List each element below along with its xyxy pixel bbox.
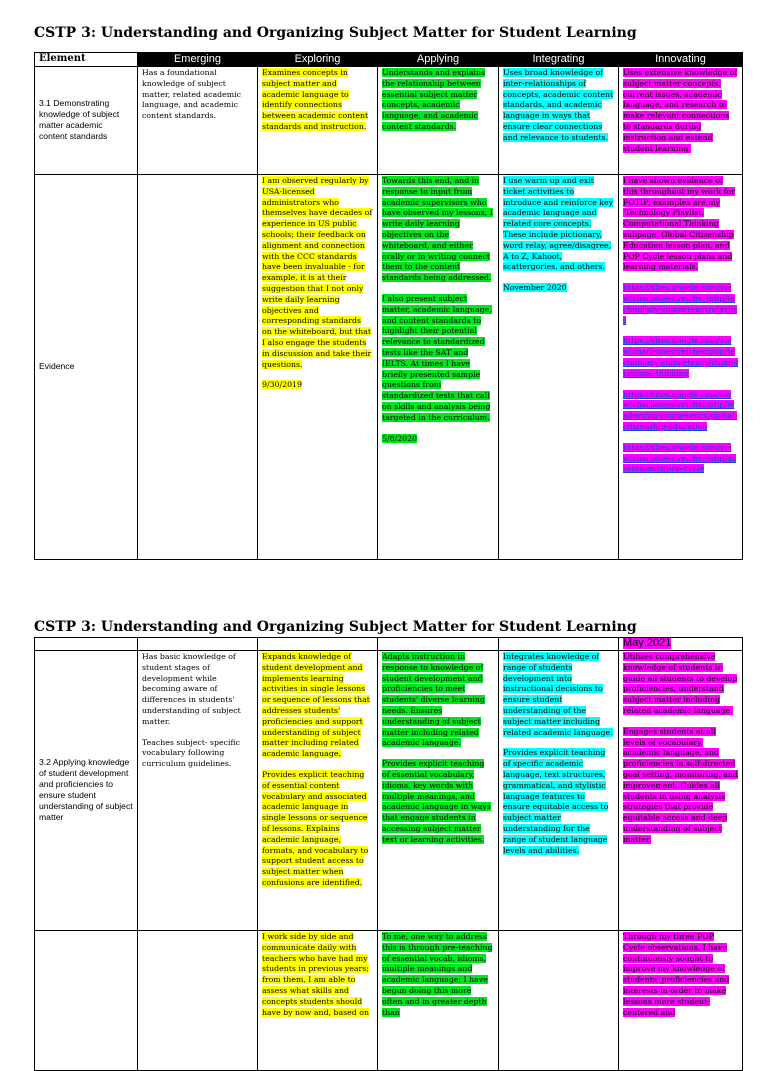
evidence-applying-2-text: To me, one way to address this is through pre-teaching of essential vocab, idioms, multiple meanings and academic language; I have begun doing this more often and in greater depth than <box>382 932 493 1017</box>
descriptor-exploring-2-text-2: Provides explicit teaching of essential content vocabulary and associated academic language in single lessons or sequence of lessons. Explains academic language, formats, and vocabulary to support student access to subject matter when confusions are identified. <box>262 769 369 887</box>
header-blank-applying <box>378 638 499 651</box>
evidence-applying-text-2: I also present subject matter, academic language, and content standards to highlight their potential relevance to standardized tests like the SAT and IELTS. At times I have briefly presented sample questions from standardized tests that call on skills and analysis being targeted in the curriculum. <box>382 293 492 422</box>
descriptor-exploring <box>258 67 378 175</box>
descriptor-innovating-2-text-1: Utilizes comprehensive knowledge of students to guide all students to develop proficiencies, understand subject matter including related academic language. <box>623 652 738 715</box>
descriptor-applying-2-text-1: Adapts instruction in response to knowledge of student development and proficiencies to meet students' diverse learning needs. Ensures understanding of subject matter including related academic language. <box>382 652 485 748</box>
descriptor-innovating-2 <box>619 651 743 931</box>
descriptor-emerging-2-text-1: Has basic knowledge of student stages of development while becoming aware of differences in students' understanding of subject matter. <box>142 652 241 726</box>
header-innovating: Innovating <box>619 53 743 67</box>
evidence-innovating-2-text: Through my three POP Cycle observations, I have continuously sought to improve my knowledge of students' proficiencies and interests in order to make lessons more student-centered and <box>623 932 730 1017</box>
descriptor-innovating-text: Uses extensive knowledge of subject matter concepts, current issues, academic language, and research to make relevant connections to standards during instruction and extend student learning. <box>623 68 738 153</box>
evidence-applying <box>378 175 499 560</box>
descriptor-integrating <box>499 67 619 175</box>
header-emerging: Emerging <box>138 53 258 67</box>
evidence-exploring-date: 9/30/2019 <box>262 380 302 390</box>
descriptor-applying-2-text-2: Provides explicit teaching of essential vocabulary, idioms, key words with multiple meanings, and academic language in ways that engage students in accessing subject matter text or learning activities. <box>382 759 491 844</box>
descriptor-emerging-2-text-2: Teaches subject- specific vocabulary following curriculum guidelines. <box>142 737 241 769</box>
descriptor-integrating-text: Uses broad knowledge of inter-relationships of concepts, academic content standards, and academic language in ways that ensure clear connections and relevance to students. <box>503 68 614 142</box>
portfolio-link-pop-cycle[interactable]: https://sites.google.com/view/charlesoestreicher/ptip/assessments/pop-cycle <box>623 442 736 474</box>
header-integrating: Integrating <box>499 53 619 67</box>
header-element: Element <box>35 53 138 67</box>
header-applying: Applying <box>378 53 499 67</box>
header-innovating-date <box>619 638 743 651</box>
descriptor-applying-text: Understands and explains the relationship between essential subject matter concepts, academic language, and academic content standards. <box>382 68 486 131</box>
header-blank-integrating <box>499 638 619 651</box>
header-blank-exploring <box>258 638 378 651</box>
evidence-integrating <box>499 175 619 560</box>
evidence-innovating <box>619 175 743 560</box>
descriptor-applying-2 <box>378 651 499 931</box>
evidence-exploring-text: I am observed regularly by USA-licensed administrators who themselves have decades of experience in US public schools; their feedback on alignment and connection with the CCC standards have been invaluable - for example, it is at their suggestion that I not only write daily learning objectives and corresponding standards on the whiteboard, but that I also engage the students in discussion and take their questions. <box>262 176 373 369</box>
descriptor-applying <box>378 67 499 175</box>
descriptor-integrating-2-text-2: Provides explicit teaching of specific academic language, text structures, grammatical, and stylistic language features to ensure equitable access to subject matter understanding for the range of student language levels and abilities. <box>503 748 609 855</box>
evidence-integrating-date: November 2020 <box>503 283 567 293</box>
header-blank-element <box>35 638 138 651</box>
evidence-innovating-2 <box>619 931 743 1071</box>
descriptor-emerging <box>138 67 258 175</box>
header-exploring: Exploring <box>258 53 378 67</box>
evidence-emerging <box>138 175 258 560</box>
evidence-label-2 <box>35 931 138 1071</box>
portfolio-link-computational-thinking[interactable]: https://sites.google.com/view/charlesoestreicher/ptip/technology-competency/computational-thinking <box>623 336 739 378</box>
descriptor-innovating <box>619 67 743 175</box>
page-title: CSTP 3: Understanding and Organizing Subject Matter for Student Learning <box>34 25 637 41</box>
descriptor-integrating-2 <box>499 651 619 931</box>
descriptor-innovating-2-text-2: Engages students at all levels of vocabulary, academic language, and proficiencies in self-directed goal setting, monitoring, and improvement. Guides all students in using analysis strategies that provide equitable access and deep understanding of subject matter. <box>623 726 738 844</box>
evidence-emerging-2 <box>138 931 258 1071</box>
evidence-exploring <box>258 175 378 560</box>
portfolio-link-playlist[interactable]: https://sites.google.com/view/charlesoestreicher/ptip/technology-competency/playlist <box>623 283 738 325</box>
element-3-1-label: 3.1 Demonstrating knowledge of subject matter academic content standards <box>35 67 138 175</box>
evidence-integrating-text: I use warm up and exit ticket activities to introduce and reinforce key academic language and related core concepts. These include pictionary, word relay, agree/disagree, A to Z, Kahoot, scattergories, and others. <box>503 176 614 272</box>
page-title-2: CSTP 3: Understanding and Organizing Subject Matter for Student Learning <box>34 619 637 635</box>
descriptor-emerging-text: Has a foundational knowledge of subject matter, related academic language, and academic content standards. <box>142 68 241 121</box>
descriptor-integrating-2-text-1: Integrates knowledge of range of students development into instructional decisions to ensure student understanding of the subject matter including related academic language. <box>503 652 613 737</box>
evidence-applying-2 <box>378 931 499 1071</box>
descriptor-exploring-text: Examines concepts in subject matter and academic language to identify connections between academic content standards and instruction. <box>262 68 369 131</box>
innovating-date: May 2021 <box>623 637 672 649</box>
evidence-label: Evidence <box>35 175 138 560</box>
evidence-applying-date: 5/8/2020 <box>382 433 418 443</box>
evidence-innovating-text: I have shown evidence of this throughout my work for FOTIP; examples are my 'Technology Playlist, Computational Thinking subpage, Global Citizenship Education lesson plan, and POP Cycle lesson plans and learning materials. <box>623 176 735 272</box>
evidence-applying-text-1: Towards this end, and in response to input from academic supervisors who have observed my lessons, I write daily learning objectives on the whiteboard, and either orally or in writing connect them to the content standards being addressed. <box>382 176 493 283</box>
descriptor-exploring-2-text-1: Expands knowledge of student development and implements learning activities in single lessons or sequence of lessons that addresses students' proficiencies and support understanding of subject matter including related academic language. <box>262 652 370 759</box>
portfolio-link-global-citizenship[interactable]: https://sites.google.com/view/charlesoestreicher/ptip/leadership-competency/global-citizenship-education <box>623 389 738 431</box>
cstp-3-1-table <box>34 52 743 560</box>
header-blank-emerging <box>138 638 258 651</box>
evidence-integrating-2 <box>499 931 619 1071</box>
evidence-exploring-2 <box>258 931 378 1071</box>
element-3-2-label: 3.2 Applying knowledge of student development and proficiencies to ensure student understanding of subject matter <box>35 651 138 931</box>
cstp-3-2-table <box>34 637 743 1071</box>
evidence-exploring-2-text: I work side by side and communicate daily with teachers who have had my students in previous years; from them, I am able to assess what skills and concepts students should have by now and, based on <box>262 932 369 1017</box>
descriptor-emerging-2 <box>138 651 258 931</box>
descriptor-exploring-2 <box>258 651 378 931</box>
